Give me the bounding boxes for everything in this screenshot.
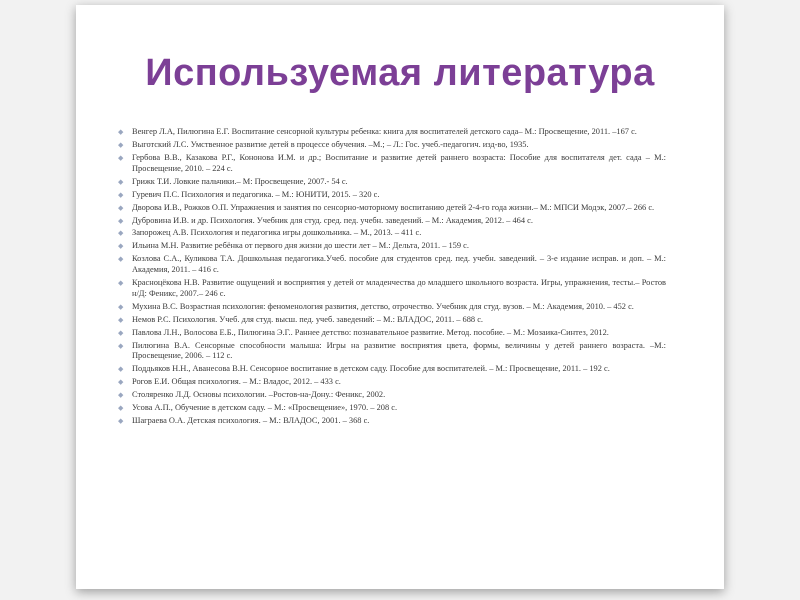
diamond-bullet-icon: ◆: [118, 279, 124, 288]
reference-text: Запорожец А.В. Психология и педагогика игры дошкольника. – М., 2013. – 411 с.: [132, 228, 422, 238]
reference-text: Венгер Л.А, Пилюгина Е.Г. Воспитание сенсорной культуры ребенка: книга для воспитателей детского сада– М.: Просвещение, 2011. –167 с.: [132, 127, 637, 136]
reference-text: Дубровина И.В. и др. Психология. Учебник для студ. сред. пед. учебн. заведений. – М.: Академия, 2012. – 464 с.: [132, 215, 533, 225]
reference-text: Мухина В.С. Возрастная психология: феноменология развития, детство, отрочество. Учебник для студ. вузов. – М.: Академия, 2010. – 452 с.: [132, 301, 634, 311]
reference-text: Рогов Е.И. Общая психология. – М.: Владос, 2012. – 433 с.: [132, 377, 341, 387]
list-item: [118, 203, 666, 214]
list-item: [118, 241, 666, 252]
diamond-bullet-icon: ◆: [118, 229, 124, 238]
reference-text: Выготский Л.С. Умственное развитие детей в процессе обучения. –М.; – Л.: Гос. учеб.-педагогич. изд-во, 1935.: [132, 139, 529, 149]
diamond-bullet-icon: ◆: [118, 341, 124, 350]
list-item: [118, 390, 666, 401]
reference-text: Козлова С.А., Куликова Т.А. Дошкольная педагогика.Учеб. пособие для студентов сред. пед. учебн. заведений. – 3-е издание исправ. и доп. – М.: Академия, 2011. – 416 с.: [132, 254, 666, 275]
reference-text: Немов Р.С. Психология. Учеб. для студ. высш. пед. учеб. заведений: – М.: ВЛАДОС, 2011. – 688 с.: [132, 314, 484, 324]
reference-text: Столяренко Л.Д. Основы психологии. –Ростов-на-Дону.: Феникс, 2002.: [132, 390, 386, 400]
list-item: [118, 328, 666, 339]
diamond-bullet-icon: ◆: [118, 302, 124, 311]
diamond-bullet-icon: ◆: [118, 315, 124, 324]
list-item: [118, 254, 666, 275]
list-item: [118, 127, 666, 138]
diamond-bullet-icon: ◆: [118, 378, 124, 387]
diamond-bullet-icon: ◆: [118, 153, 124, 162]
reference-text: Пилюгина В.А. Сенсорные способности малыша: Игры на развитие восприятия цвета, формы, величины у детей раннего возраста. –М.: Просвещение, 2006. – 112 с.: [132, 340, 666, 361]
diamond-bullet-icon: ◆: [118, 177, 124, 186]
list-item: [118, 190, 666, 201]
reference-text: Усова А.П., Обучение в детском саду. – М.: «Просвещение», 1970. – 208 с.: [132, 403, 398, 413]
diamond-bullet-icon: ◆: [118, 242, 124, 251]
diamond-bullet-icon: ◆: [118, 140, 124, 149]
diamond-bullet-icon: ◆: [118, 128, 124, 136]
list-item: [118, 315, 666, 326]
diamond-bullet-icon: ◆: [118, 216, 124, 225]
reference-text: Дворова И.В., Рожков О.П. Упражнения и занятия по сенсорно-моторному воспитанию детей 2-4-го года жизни.– М.: МПСИ Модэк, 2007.– 266 с.: [132, 202, 655, 212]
list-item: [118, 403, 666, 414]
list-item: [118, 140, 666, 151]
list-item: [118, 153, 666, 174]
reference-text: Поддьяков Н.Н., Аванесова В.Н. Сенсорное воспитание в детском саду. Пособие для воспитателей. – М.: Просвещение, 2011. – 192 с.: [132, 364, 610, 374]
reference-text: Ильина М.Н. Развитие ребёнка от первого дня жизни до шести лет – М.: Дельта, 2011. – 159 с.: [132, 241, 469, 251]
list-item: [118, 177, 666, 188]
reference-text: Гуревич П.С. Психология и педагогика. – М.: ЮНИТИ, 2015. – 320 с.: [132, 189, 380, 199]
reference-text: Павлова Л.Н., Волосова Е.Б., Пилюгина Э.Г.. Раннее детство: познавательное развитие. Метод. пособие. – М.: Мозаика-Синтез, 2012.: [132, 327, 609, 337]
list-item: [118, 416, 666, 427]
reference-text: Красноцёкова Н.В. Развитие ощущений и восприятия у детей от младенчества до младшего школьного возраста. Игры, упражнения, тесты.– Ростов н/Д: Феникс, 2007.– 246 с.: [132, 278, 666, 298]
diamond-bullet-icon: ◆: [118, 404, 124, 413]
diamond-bullet-icon: ◆: [118, 365, 124, 374]
diamond-bullet-icon: ◆: [118, 417, 124, 426]
list-item: [118, 377, 666, 388]
list-item: [118, 302, 666, 313]
diamond-bullet-icon: ◆: [118, 255, 124, 264]
diamond-bullet-icon: ◆: [118, 391, 124, 400]
list-item: [118, 228, 666, 239]
reference-list: [118, 127, 666, 429]
list-item: [118, 216, 666, 227]
diamond-bullet-icon: ◆: [118, 203, 124, 212]
diamond-bullet-icon: ◆: [118, 190, 124, 199]
diamond-bullet-icon: ◆: [118, 328, 124, 337]
list-item: [118, 364, 666, 375]
reference-text: Шаграева О.А. Детская психология. – М.: ВЛАДОС, 2001. – 368 с.: [132, 416, 370, 426]
list-item: [118, 341, 666, 362]
list-item: [118, 278, 666, 299]
page-title: Используемая литература: [145, 52, 655, 94]
reference-text: Гербова В.В., Казакова Р.Г., Кононова И.М. и др.; Воспитание и развитие детей раннего возраста: Пособие для воспитателя дет. сада – М.: Просвещение, 2010. – 224 с.: [132, 152, 666, 173]
reference-text: Грижк Т.И. Ловкие пальчики.– М: Просвещение, 2007.- 54 с.: [132, 176, 348, 186]
